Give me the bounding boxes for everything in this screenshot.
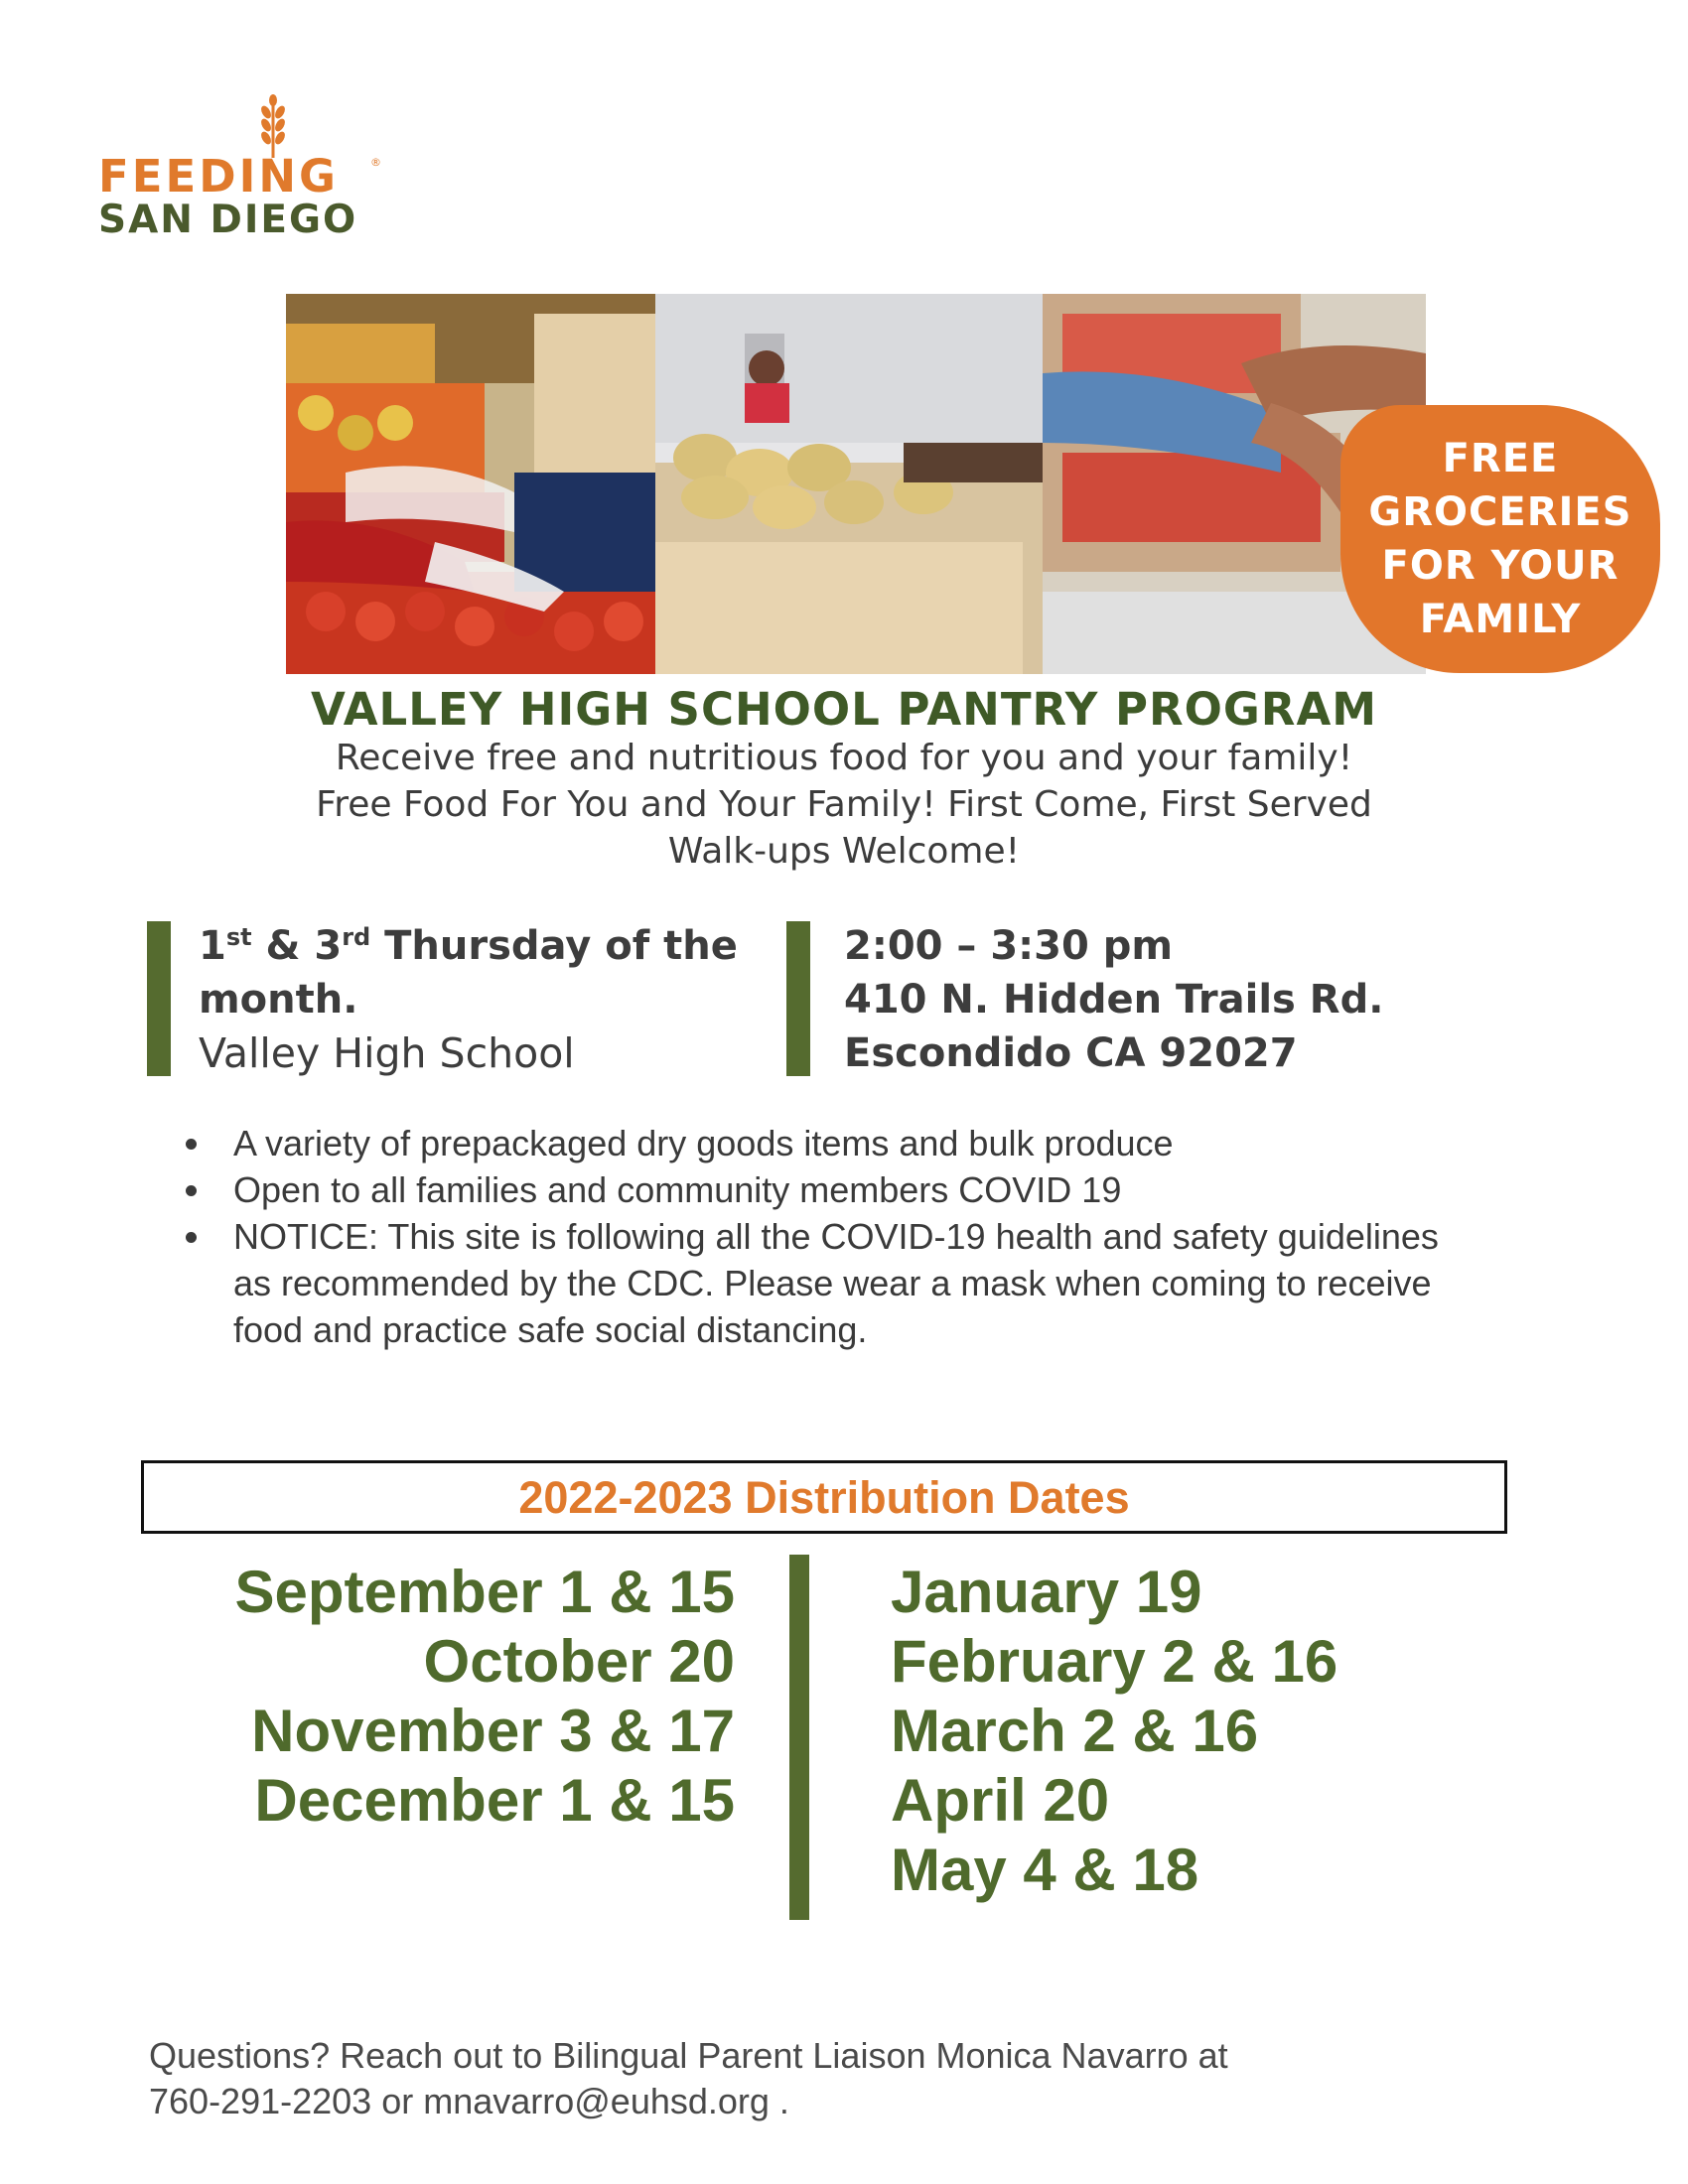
date-item: September 1 & 15 — [234, 1559, 735, 1625]
day-rest-text: Thursday of the — [370, 923, 738, 969]
address-city: Escondido CA 92027 — [844, 1030, 1298, 1076]
contact-line-2: 760-291-2203 or mnavarro@euhsd.org . — [149, 2081, 789, 2121]
schedule-place: Valley High School — [199, 1029, 575, 1077]
third-ordinal-suffix: rd — [342, 923, 371, 951]
free-groceries-badge — [1340, 405, 1660, 673]
badge-text: FREE GROCERIES FOR YOUR FAMILY — [1368, 436, 1632, 642]
address-street: 410 N. Hidden Trails Rd. — [844, 977, 1384, 1023]
schedule-time: 2:00 – 3:30 pm — [844, 923, 1174, 969]
logo-san-diego-text: SAN DIEGO — [98, 198, 358, 242]
bullet-dot-icon — [186, 1232, 197, 1243]
date-item: November 3 & 17 — [251, 1698, 735, 1764]
first-ordinal-suffix: st — [225, 923, 252, 951]
date-item: October 20 — [423, 1628, 735, 1695]
first-ordinal: 1 — [199, 923, 226, 969]
bullet-text: A variety of prepackaged dry goods items and bulk produce — [233, 1123, 1174, 1163]
page-title: VALLEY HIGH SCHOOL PANTRY PROGRAM — [310, 683, 1378, 736]
subtitle-line-1: Receive free and nutritious food for you and your family! — [335, 738, 1353, 778]
bullet-text: Open to all families and community members COVID 19 — [233, 1169, 1122, 1210]
address-accent-bar — [786, 921, 810, 1076]
date-item: February 2 & 16 — [891, 1628, 1338, 1695]
dates-right-column — [891, 1558, 1586, 1905]
schedule-day-block — [199, 919, 755, 1080]
bullet-dot-icon — [186, 1139, 197, 1150]
distribution-dates-heading: 2022-2023 Distribution Dates — [141, 1460, 1507, 1534]
list-item — [184, 1166, 1475, 1213]
address-block — [844, 919, 1400, 1080]
info-bullet-list — [184, 1120, 1475, 1353]
contact-line-1: Questions? Reach out to Bilingual Parent Liaison Monica Navarro at — [149, 2035, 1228, 2076]
potatoes-photo — [655, 294, 1043, 674]
schedule-accent-bar — [147, 921, 171, 1076]
contact-info — [149, 2033, 1539, 2124]
third-ordinal: 3 — [314, 923, 343, 969]
subtitle-line-2: Free Food For You and Your Family! First Come, First Served — [316, 784, 1372, 825]
date-item: January 19 — [891, 1559, 1202, 1625]
wheat-icon — [253, 94, 293, 158]
logo-registered-mark: ® — [370, 156, 381, 169]
feeding-san-diego-logo — [94, 94, 392, 253]
schedule-day-line — [199, 919, 755, 973]
subtitle-line-3: Walk-ups Welcome! — [667, 831, 1021, 872]
logo-feeding-text: FEEDING — [98, 150, 339, 203]
date-item: May 4 & 18 — [891, 1837, 1199, 1903]
date-item: March 2 & 16 — [891, 1698, 1259, 1764]
bullet-dot-icon — [186, 1185, 197, 1196]
date-item: April 20 — [891, 1767, 1110, 1834]
photo-strip — [286, 294, 1426, 674]
ampersand: & — [251, 923, 315, 969]
list-item — [184, 1213, 1475, 1353]
bullet-text: NOTICE: This site is following all the COVID-19 health and safety guidelines as recommended by the CDC. Please wear a mask when coming to receive food and practice safe social distancing. — [233, 1216, 1439, 1350]
produce-photo — [286, 294, 655, 674]
list-item — [184, 1120, 1475, 1166]
dates-divider-bar — [789, 1555, 809, 1920]
dates-left-column — [199, 1558, 735, 1836]
schedule-day-line-2: month. — [199, 977, 358, 1023]
date-item: December 1 & 15 — [254, 1767, 735, 1834]
